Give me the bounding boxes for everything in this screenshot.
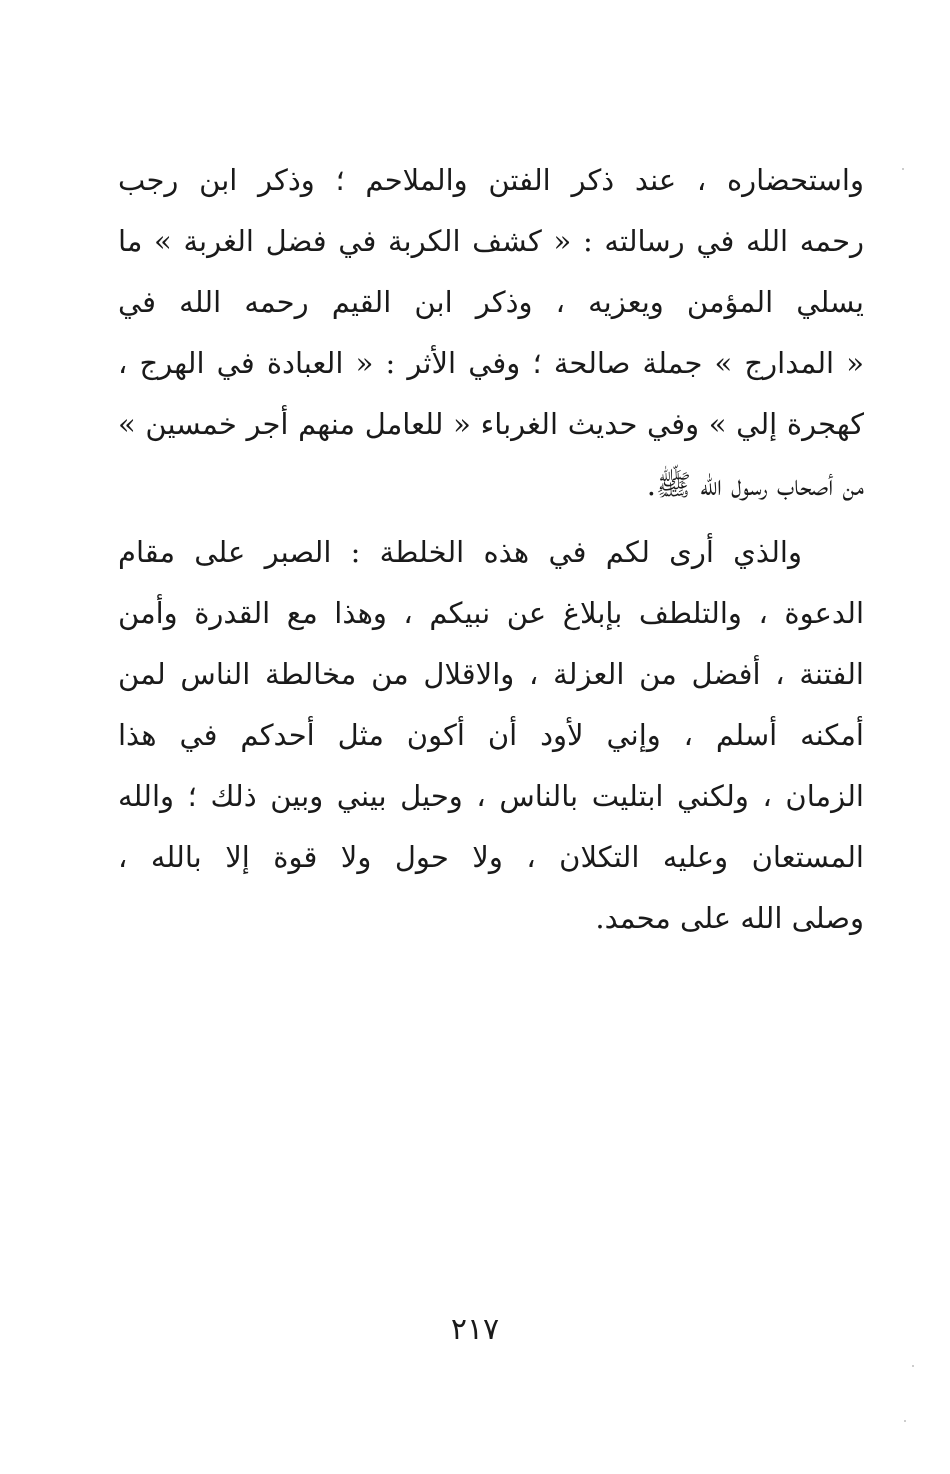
scan-speck — [912, 1365, 914, 1367]
text-line: يسلي المؤمن ويعزيه ، وذكر ابن القيم رحمه الله في — [118, 285, 864, 319]
text-line: من أصحاب رسول الله ﷺ. — [646, 468, 864, 502]
paragraph-2 — [118, 522, 864, 949]
text-line: والذي أرى لكم في هذه الخلطة : الصبر على مقام — [118, 535, 802, 569]
paragraph-1 — [118, 150, 864, 516]
text-line: الفتنة ، أفضل من العزلة ، والاقلال من مخالطة الناس لمن — [118, 657, 864, 691]
page-number: ٢١٧ — [450, 1312, 500, 1347]
scan-speck — [904, 1420, 906, 1422]
text-line: رحمه الله في رسالته : « كشف الكربة في فضل الغربة » ما — [118, 224, 864, 258]
text-line: « المدارج » جملة صالحة ؛ وفي الأثر : « العبادة في الهرج ، — [118, 346, 864, 380]
text-line: واستحضاره ، عند ذكر الفتن والملاحم ؛ وذكر ابن رجب — [118, 163, 864, 197]
text-line: الزمان ، ولكني ابتليت بالناس ، وحيل بيني وبين ذلك ؛ والله — [118, 779, 864, 813]
text-line: وصلى الله على محمد. — [595, 901, 864, 935]
text-line: المستعان وعليه التكلان ، ولا حول ولا قوة إلا بالله ، — [118, 840, 864, 874]
body-text — [118, 150, 864, 949]
text-line: كهجرة إلي » وفي حديث الغرباء « للعامل منهم أجر خمسين » — [118, 407, 864, 441]
scan-speck — [902, 168, 904, 170]
text-line: الدعوة ، والتلطف بإبلاغ عن نبيكم ، وهذا مع القدرة وأمن — [118, 596, 864, 630]
text-line: أمكنه أسلم ، وإني لأود أن أكون مثل أحدكم في هذا — [118, 718, 864, 752]
